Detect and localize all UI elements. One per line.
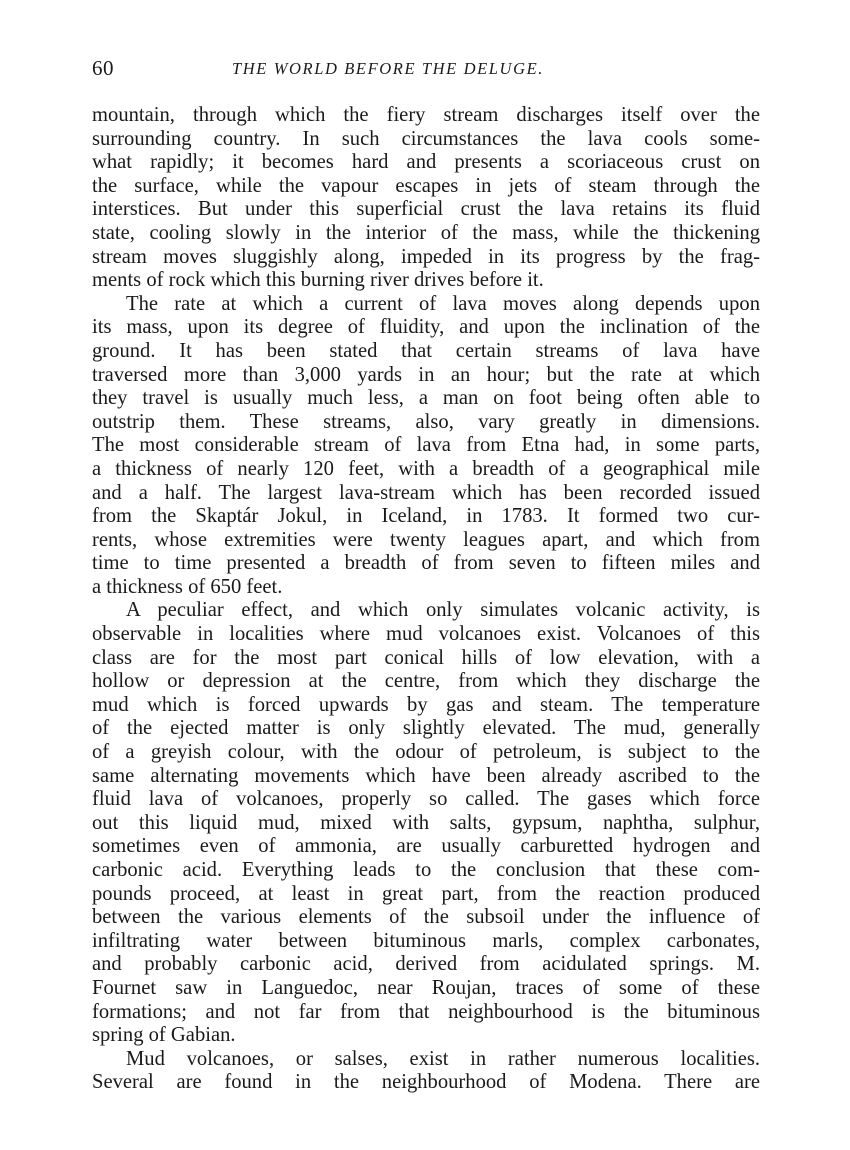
text-line: ground. It has been stated that certain streams of lava have xyxy=(92,339,760,362)
text-line: state, cooling slowly in the interior of the mass, while the thickening xyxy=(92,221,760,244)
text-line: from the Skaptár Jokul, in Iceland, in 1783. It formed two cur- xyxy=(92,505,760,528)
text-line: Mud volcanoes, or salses, exist in rather numerous localities. xyxy=(126,1047,760,1070)
text-line: they travel is usually much less, a man on foot being often able to xyxy=(92,387,760,410)
text-line: infiltrating water between bituminous marls, complex carbonates, xyxy=(92,929,760,952)
text-line: class are for the most part conical hills of low elevation, with a xyxy=(92,646,760,669)
text-line: time to time presented a breadth of from seven to fifteen miles and xyxy=(92,552,760,575)
text-line: of a greyish colour, with the odour of petroleum, is subject to the xyxy=(92,741,760,764)
text-line: traversed more than 3,000 yards in an hour; but the rate at which xyxy=(92,363,760,386)
body-text xyxy=(92,104,760,1095)
paragraph xyxy=(92,1048,760,1095)
text-line: surrounding country. In such circumstances the lava cools some- xyxy=(92,127,760,150)
page-number: 60 xyxy=(92,56,114,80)
text-line: ments of rock which this burning river drives before it. xyxy=(92,269,544,292)
paragraph xyxy=(92,599,760,1047)
text-line: out this liquid mud, mixed with salts, gypsum, naphtha, sulphur, xyxy=(92,811,760,834)
text-line: The most considerable stream of lava from Etna had, in some parts, xyxy=(92,434,760,457)
text-line: observable in localities where mud volcanoes exist. Volcanoes of this xyxy=(92,623,760,646)
text-line: hollow or depression at the centre, from which they discharge the xyxy=(92,670,760,693)
text-line: formations; and not far from that neighbourhood is the bituminous xyxy=(92,1000,760,1023)
text-line: a thickness of 650 feet. xyxy=(92,575,283,598)
text-line: rents, whose extremities were twenty leagues apart, and which from xyxy=(92,528,760,551)
text-line: carbonic acid. Everything leads to the conclusion that these com- xyxy=(92,859,760,881)
running-head xyxy=(92,56,760,90)
text-line: what rapidly; it becomes hard and presents a scoriaceous crust on xyxy=(92,151,760,174)
paragraph xyxy=(92,293,760,600)
text-line: outstrip them. These streams, also, vary greatly in dimensions. xyxy=(92,410,760,433)
text-line: Fournet saw in Languedoc, near Roujan, traces of some of these xyxy=(92,976,760,999)
paragraph xyxy=(92,104,760,293)
text-line: interstices. But under this superficial crust the lava retains its fluid xyxy=(92,198,760,221)
text-line: same alternating movements which have been already ascribed to the xyxy=(92,764,760,787)
text-line: The rate at which a current of lava moves along depends upon xyxy=(126,292,760,315)
text-line: A peculiar effect, and which only simulates volcanic activity, is xyxy=(126,599,760,622)
text-line: its mass, upon its degree of fluidity, and upon the inclination of the xyxy=(92,316,760,339)
text-line: a thickness of nearly 120 feet, with a breadth of a geographical mile xyxy=(92,457,760,480)
text-line: Several are found in the neighbourhood of Modena. There are xyxy=(92,1071,760,1094)
book-page xyxy=(92,56,760,1095)
text-line: and probably carbonic acid, derived from acidulated springs. M. xyxy=(92,953,760,976)
text-line: spring of Gabian. xyxy=(92,1024,236,1047)
text-line: pounds proceed, at least in great part, from the reaction produced xyxy=(92,882,760,905)
text-line: and a half. The largest lava-stream which has been recorded issued xyxy=(92,481,760,504)
text-line: sometimes even of ammonia, are usually carburetted hydrogen and xyxy=(92,835,760,858)
text-line: fluid lava of volcanoes, properly so called. The gases which force xyxy=(92,788,760,811)
text-line: mountain, through which the fiery stream discharges itself over the xyxy=(92,104,760,126)
text-line: between the various elements of the subsoil under the influence of xyxy=(92,906,760,929)
running-title: THE WORLD BEFORE THE DELUGE. xyxy=(232,59,544,78)
text-line: stream moves sluggishly along, impeded in its progress by the frag- xyxy=(92,245,760,268)
text-line: of the ejected matter is only slightly elevated. The mud, generally xyxy=(92,717,760,740)
text-line: the surface, while the vapour escapes in jets of steam through the xyxy=(92,174,760,197)
text-line: mud which is forced upwards by gas and steam. The temperature xyxy=(92,693,760,716)
